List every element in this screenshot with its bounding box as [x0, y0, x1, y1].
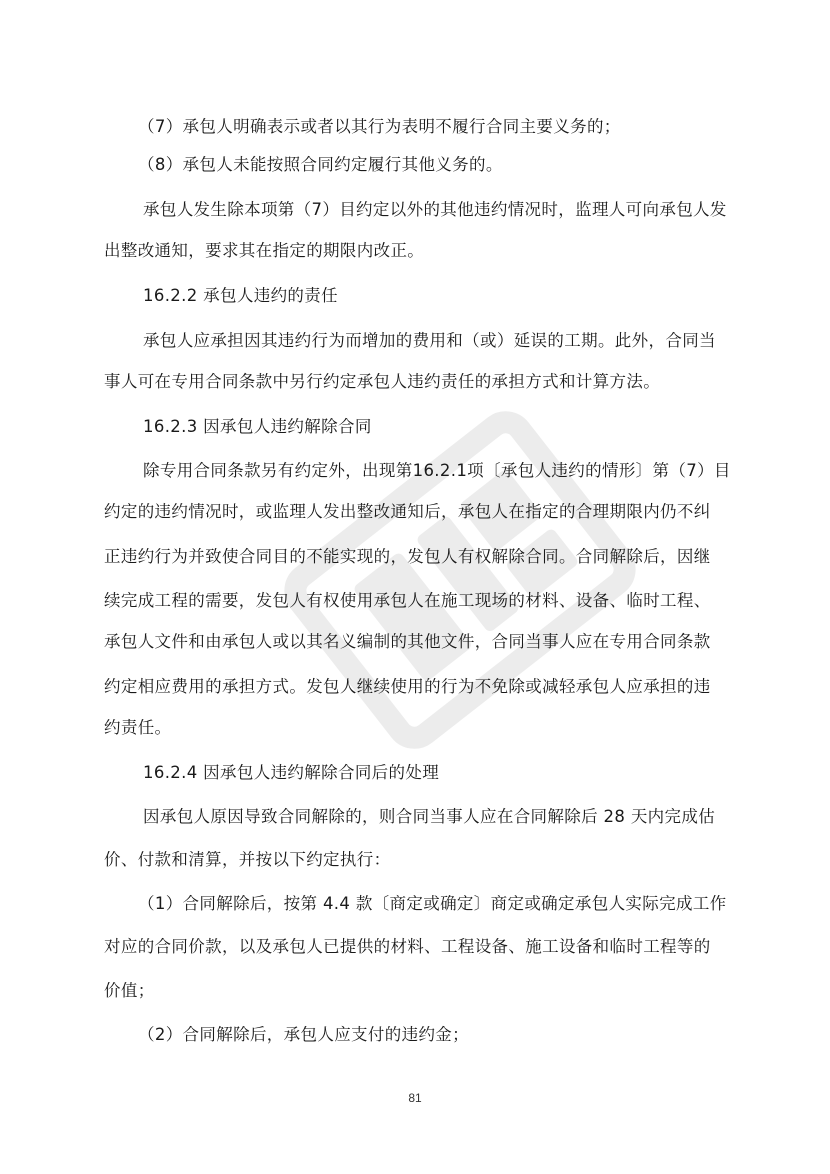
- paragraph-line: 事人可在专用合同条款中另行约定承包人违约责任的承担方式和计算方法。: [104, 372, 661, 391]
- paragraph-line: 因承包人原因导致合同解除的，则合同当事人应在合同解除后 28 天内完成估: [143, 807, 716, 826]
- paragraph-line: 约定的违约情况时，或监理人发出整改通知后，承包人在指定的合理期限内仍不纠: [104, 502, 711, 521]
- page-number: 81: [408, 1091, 422, 1105]
- paragraph-line: 除专用合同条款另有约定外，出现第16.2.1项〔承包人违约的情形〕第（7）目: [143, 461, 731, 480]
- paragraph-line: 承包人发生除本项第（7）目约定以外的其他违约情况时，监理人可向承包人发: [143, 200, 727, 219]
- list-item-7: （7）承包人明确表示或者以其行为表明不履行合同主要义务的；: [138, 117, 621, 136]
- paragraph-line: 正违约行为并致使合同目的不能实现的，发包人有权解除合同。合同解除后，因继: [104, 547, 711, 566]
- paragraph-line: 价值；: [104, 981, 155, 1000]
- paragraph-line: 承包人文件和由承包人或以其名义编制的其他文件，合同当事人应在专用合同条款: [104, 632, 711, 651]
- paragraph-line: 约责任。: [104, 718, 172, 737]
- paragraph-line: 续完成工程的需要，发包人有权使用承包人在施工现场的材料、设备、临时工程、: [104, 591, 711, 610]
- paragraph-line: 对应的合同价款，以及承包人已提供的材料、工程设备、施工设备和临时工程等的: [104, 937, 711, 956]
- section-heading-16-2-2: 16.2.2 承包人违约的责任: [143, 286, 338, 305]
- list-item-1: （1）合同解除后，按第 4.4 款〔商定或确定〕商定或确定承包人实际完成工作: [138, 894, 727, 913]
- paragraph-line: 价、付款和清算，并按以下约定执行：: [104, 850, 391, 869]
- list-item-8: （8）承包人未能按照合同约定履行其他义务的。: [138, 155, 503, 174]
- section-heading-16-2-3: 16.2.3 因承包人违约解除合同: [143, 417, 372, 436]
- section-heading-16-2-4: 16.2.4 因承包人违约解除合同后的处理: [143, 763, 440, 782]
- paragraph-line: 承包人应承担因其违约行为而增加的费用和（或）延误的工期。此外，合同当: [143, 331, 716, 350]
- list-item-2: （2）合同解除后，承包人应支付的违约金；: [138, 1025, 469, 1044]
- paragraph-line: 出整改通知，要求其在指定的期限内改正。: [104, 241, 425, 260]
- paragraph-line: 约定相应费用的承担方式。发包人继续使用的行为不免除或减轻承包人应承担的违: [104, 677, 711, 696]
